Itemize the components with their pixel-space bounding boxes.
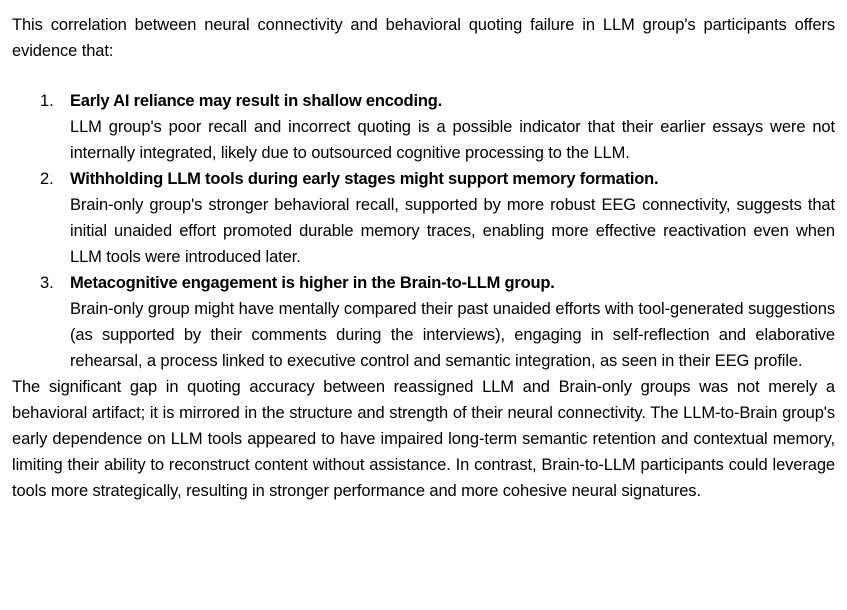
list-item [12,270,835,374]
list-item-body: Brain-only group's stronger behavioral recall, supported by more robust EEG connectivity, suggests that initial unaided effort promoted durable memory traces, enabling more effective reactivation even when LLM tools were introduced later. [70,196,835,266]
intro-paragraph: This correlation between neural connectivity and behavioral quoting failure in LLM group's participants offers evidence that: [12,16,835,60]
list-item-title: Metacognitive engagement is higher in the Brain-to-LLM group. [70,274,555,292]
list-item-marker: 3. [40,274,54,292]
list-item [12,88,835,166]
list-item-title: Withholding LLM tools during early stages might support memory formation. [70,170,659,188]
list-item-marker: 1. [40,92,54,110]
list-item-body: Brain-only group might have mentally compared their past unaided efforts with tool-generated suggestions (as supported by their comments during the interviews), engaging in self-reflection and elaborative rehearsal, a process linked to executive control and semantic integration, as seen in their EEG profile. [70,300,835,370]
list-item [12,166,835,270]
findings-list [12,88,835,374]
document-body [12,0,835,504]
closing-paragraph: The significant gap in quoting accuracy between reassigned LLM and Brain-only groups was not merely a behavioral artifact; it is mirrored in the structure and strength of their neural connectivity. The LLM-to-Brain group's early dependence on LLM tools appeared to have impaired long-term semantic retention and contextual memory, limiting their ability to reconstruct content without assistance. In contrast, Brain-to-LLM participants could leverage tools more strategically, resulting in stronger performance and more cohesive neural signatures. [12,378,835,500]
list-item-title: Early AI reliance may result in shallow encoding. [70,92,442,110]
list-item-marker: 2. [40,170,54,188]
list-item-body: LLM group's poor recall and incorrect quoting is a possible indicator that their earlier essays were not internally integrated, likely due to outsourced cognitive processing to the LLM. [70,118,835,162]
